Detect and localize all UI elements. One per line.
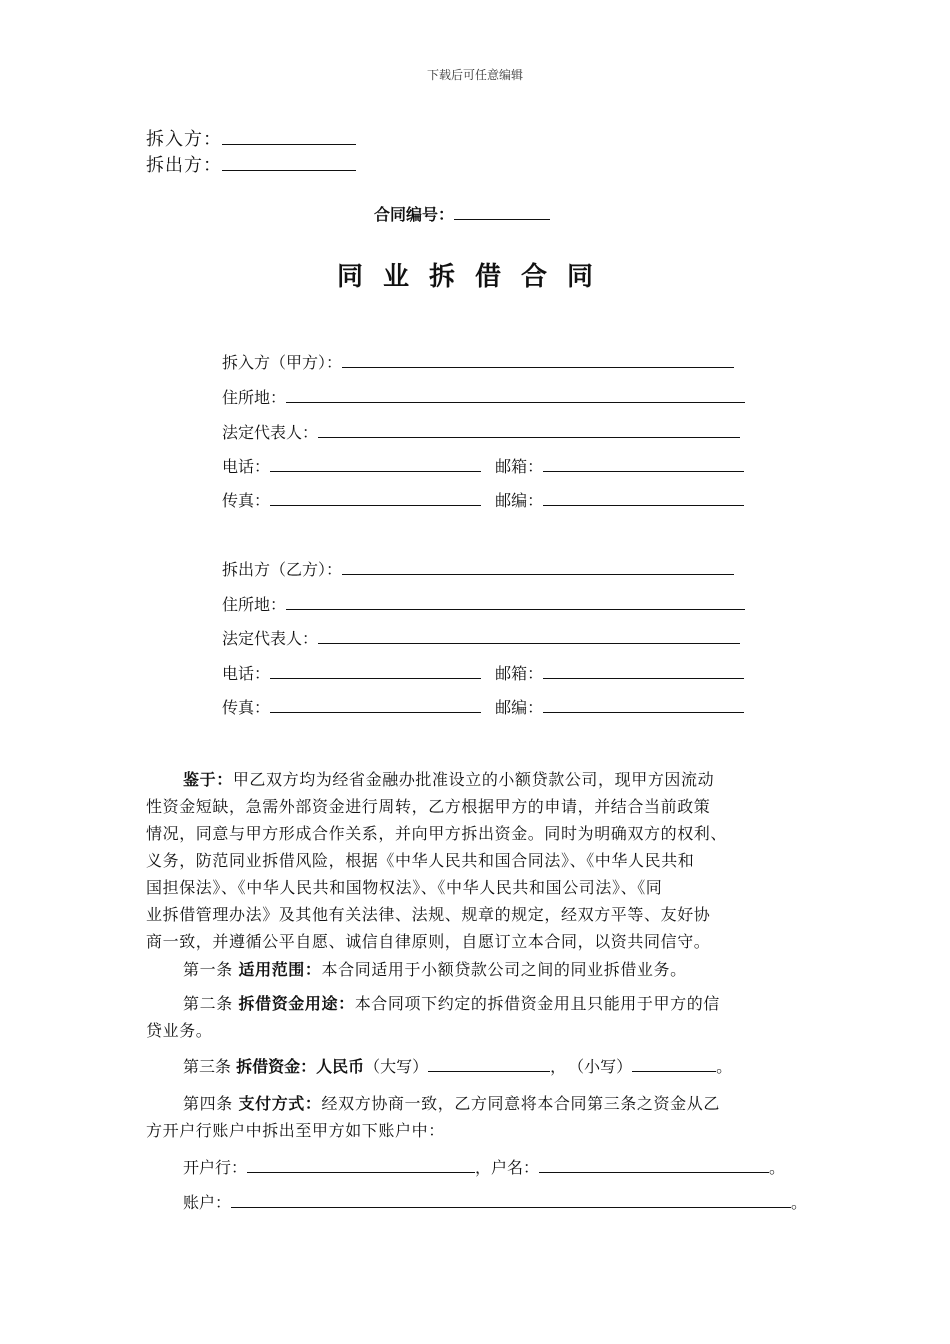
borrower-label: 拆入方： xyxy=(146,129,222,150)
recital-line: 义务，防范同业拆借风险，根据《中华人民共和国合同法》、《中华人民共和 xyxy=(146,851,695,870)
party-b-postcode-label: 邮编： xyxy=(495,698,544,717)
account-row xyxy=(183,1190,807,1213)
party-b-name-blank[interactable] xyxy=(342,573,734,575)
party-b-rep-row xyxy=(222,626,740,648)
party-b-address-blank[interactable] xyxy=(286,608,745,610)
party-b-phone-label: 电话： xyxy=(222,664,271,683)
recital-text: 甲乙双方均为经省金融办批准设立的小额贷款公司，现甲方因流动 xyxy=(232,770,715,789)
bank-row-end: 。 xyxy=(769,1158,786,1177)
party-a-address-label: 住所地： xyxy=(222,388,287,407)
recital-line xyxy=(146,766,806,793)
lender-label: 拆出方： xyxy=(146,155,222,176)
party-b-title: 拆出方（乙方）： xyxy=(222,560,343,579)
recital-paragraph xyxy=(146,766,806,955)
contract-number xyxy=(374,202,550,225)
article-4 xyxy=(146,1090,806,1144)
party-a-fax-row xyxy=(222,488,744,510)
account-name-blank[interactable] xyxy=(539,1171,769,1173)
recital-line: 商一致，并遵循公平自愿、诚信自律原则，自愿订立本合同，以资共同信守。 xyxy=(146,932,711,951)
bank-blank[interactable] xyxy=(247,1171,475,1173)
recital-line: 业拆借管理办法》及其他有关法律、法规、规章的规定，经双方平等、友好协 xyxy=(146,905,711,924)
account-row-end: 。 xyxy=(791,1193,808,1212)
party-a-fax-blank[interactable] xyxy=(270,504,481,506)
party-a-title: 拆入方（甲方）： xyxy=(222,353,343,372)
party-b-email-label: 邮箱： xyxy=(495,664,544,683)
lender-blank[interactable] xyxy=(222,169,356,171)
recital-line: 国担保法》、《中华人民共和国物权法》、《中华人民共和国公司法》、《同 xyxy=(146,878,663,897)
document-title: 同业拆借合同 xyxy=(336,262,613,292)
top-borrower-field xyxy=(146,125,356,151)
party-b-postcode-blank[interactable] xyxy=(543,711,744,713)
article-2-num: 第二条 xyxy=(183,994,239,1013)
party-a-phone-label: 电话： xyxy=(222,457,271,476)
party-a-name-blank[interactable] xyxy=(342,366,734,368)
article-2-head: 拆借资金用途： xyxy=(238,994,355,1013)
account-name-label: ，户名： xyxy=(475,1158,540,1177)
bank-row xyxy=(183,1155,785,1178)
party-a-rep-row xyxy=(222,420,740,442)
party-a-postcode-blank[interactable] xyxy=(543,504,744,506)
article-3 xyxy=(183,1054,732,1077)
party-a-fax-label: 传真： xyxy=(222,491,271,510)
article-3-upper-label: （大写） xyxy=(364,1057,429,1076)
article-1-num: 第一条 xyxy=(183,960,239,979)
party-a-rep-label: 法定代表人： xyxy=(222,423,319,442)
bank-label: 开户行： xyxy=(183,1158,248,1177)
party-a-email-blank[interactable] xyxy=(543,470,744,472)
party-a-rep-blank[interactable] xyxy=(318,436,740,438)
header-note: 下载后可任意编辑 xyxy=(426,68,523,82)
party-a-title-row xyxy=(222,350,734,372)
party-b-address-label: 住所地： xyxy=(222,595,287,614)
party-b-rep-label: 法定代表人： xyxy=(222,629,319,648)
party-b-email-blank[interactable] xyxy=(543,677,744,679)
article-1-text: 本合同适用于小额贷款公司之间的同业拆借业务。 xyxy=(321,960,687,979)
article-2 xyxy=(146,990,806,1044)
article-2-line: 贷业务。 xyxy=(146,1021,213,1040)
article-1 xyxy=(146,956,806,983)
contract-number-blank[interactable] xyxy=(454,218,550,220)
article-4-num: 第四条 xyxy=(183,1094,239,1113)
party-a-phone-row xyxy=(222,454,744,476)
article-1-line xyxy=(146,956,806,983)
article-3-comma: ， xyxy=(550,1057,567,1076)
party-a-postcode-label: 邮编： xyxy=(495,491,544,510)
article-3-head: 拆借资金：人民币 xyxy=(236,1057,365,1076)
borrower-blank[interactable] xyxy=(222,143,356,145)
party-a-address-blank[interactable] xyxy=(286,401,745,403)
recital-lead: 鉴于： xyxy=(183,770,233,789)
party-b-fax-label: 传真： xyxy=(222,698,271,717)
article-4-line: 方开户行账户中拆出至甲方如下账户中： xyxy=(146,1121,445,1140)
party-b-phone-row xyxy=(222,661,744,683)
amount-lower-blank[interactable] xyxy=(632,1070,716,1072)
party-b-title-row xyxy=(222,557,734,579)
article-3-end: 。 xyxy=(716,1057,733,1076)
recital-line: 性资金短缺，急需外部资金进行周转，乙方根据甲方的申请，并结合当前政策 xyxy=(146,797,711,816)
party-b-fax-row xyxy=(222,695,744,717)
party-a-address-row xyxy=(222,385,745,407)
article-4-text: 经双方协商一致，乙方同意将本合同第三条之资金从乙 xyxy=(321,1094,720,1113)
party-b-address-row xyxy=(222,592,745,614)
top-lender-field xyxy=(146,151,356,177)
article-3-num: 第三条 xyxy=(183,1057,237,1076)
article-4-head: 支付方式： xyxy=(238,1094,322,1113)
amount-upper-blank[interactable] xyxy=(428,1070,550,1072)
party-b-phone-blank[interactable] xyxy=(270,677,481,679)
contract-number-label: 合同编号： xyxy=(374,205,455,224)
party-b-fax-blank[interactable] xyxy=(270,711,481,713)
party-b-rep-blank[interactable] xyxy=(318,642,740,644)
party-a-email-label: 邮箱： xyxy=(495,457,544,476)
account-blank[interactable] xyxy=(231,1206,791,1208)
article-1-head: 适用范围： xyxy=(238,960,322,979)
party-a-phone-blank[interactable] xyxy=(270,470,481,472)
article-2-line xyxy=(146,990,806,1017)
article-3-lower-label: （小写） xyxy=(576,1057,633,1076)
article-4-line xyxy=(146,1090,806,1117)
article-2-text: 本合同项下约定的拆借资金用且只能用于甲方的信 xyxy=(354,994,720,1013)
account-label: 账户： xyxy=(183,1193,232,1212)
recital-line: 情况，同意与甲方形成合作关系，并向甲方拆出资金。同时为明确双方的权利、 xyxy=(146,824,728,843)
